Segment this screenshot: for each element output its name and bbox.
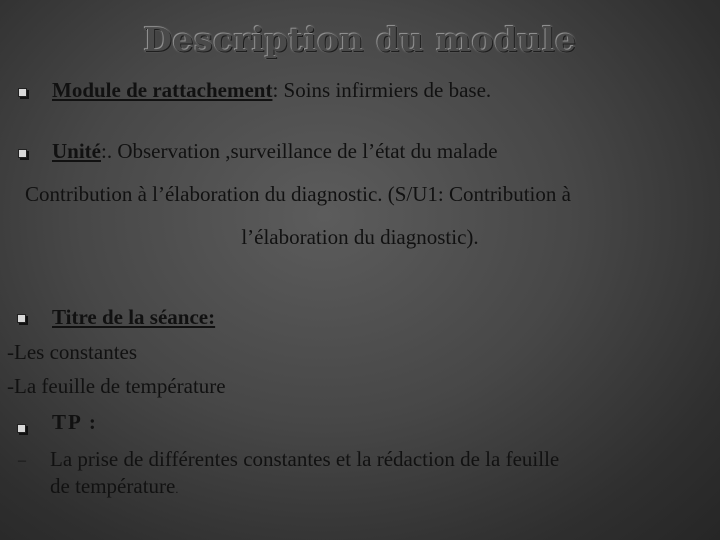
- tp-label: TP :: [52, 410, 98, 434]
- seance-item-constantes: -Les constantes: [7, 340, 138, 364]
- bullet-square-icon: [18, 149, 27, 158]
- dash-bullet: –: [18, 452, 26, 469]
- module-value: : Soins infirmiers de base.: [272, 78, 492, 102]
- seance-label: Titre de la séance:: [52, 305, 216, 329]
- unite-label: Unité: [52, 139, 101, 163]
- tp-text-2: de température: [50, 474, 176, 498]
- tp-text-end: .: [175, 482, 179, 496]
- unite-line: [52, 139, 498, 164]
- slide-title: Description du module: [143, 20, 577, 59]
- seance-item-feuille: -La feuille de température: [7, 374, 226, 398]
- unite-value: :. Observation ,surveillance de l’état du malade: [101, 139, 498, 163]
- tp-text-line-1: La prise de différentes constantes et la rédaction de la feuille: [50, 447, 560, 471]
- bullet-square-icon: [17, 314, 26, 323]
- module-label: Module de rattachement: [52, 78, 273, 102]
- bullet-square-icon: [17, 424, 26, 433]
- seance-title-line: [52, 305, 215, 330]
- tp-line: [52, 410, 98, 435]
- contribution-line-1: Contribution à l’élaboration du diagnostic. (S/U1: Contribution à: [25, 182, 571, 206]
- bullet-square-icon: [18, 88, 27, 97]
- contribution-line-2: l’élaboration du diagnostic).: [241, 225, 479, 249]
- tp-text-line-2: [50, 474, 178, 499]
- module-line: [52, 78, 491, 103]
